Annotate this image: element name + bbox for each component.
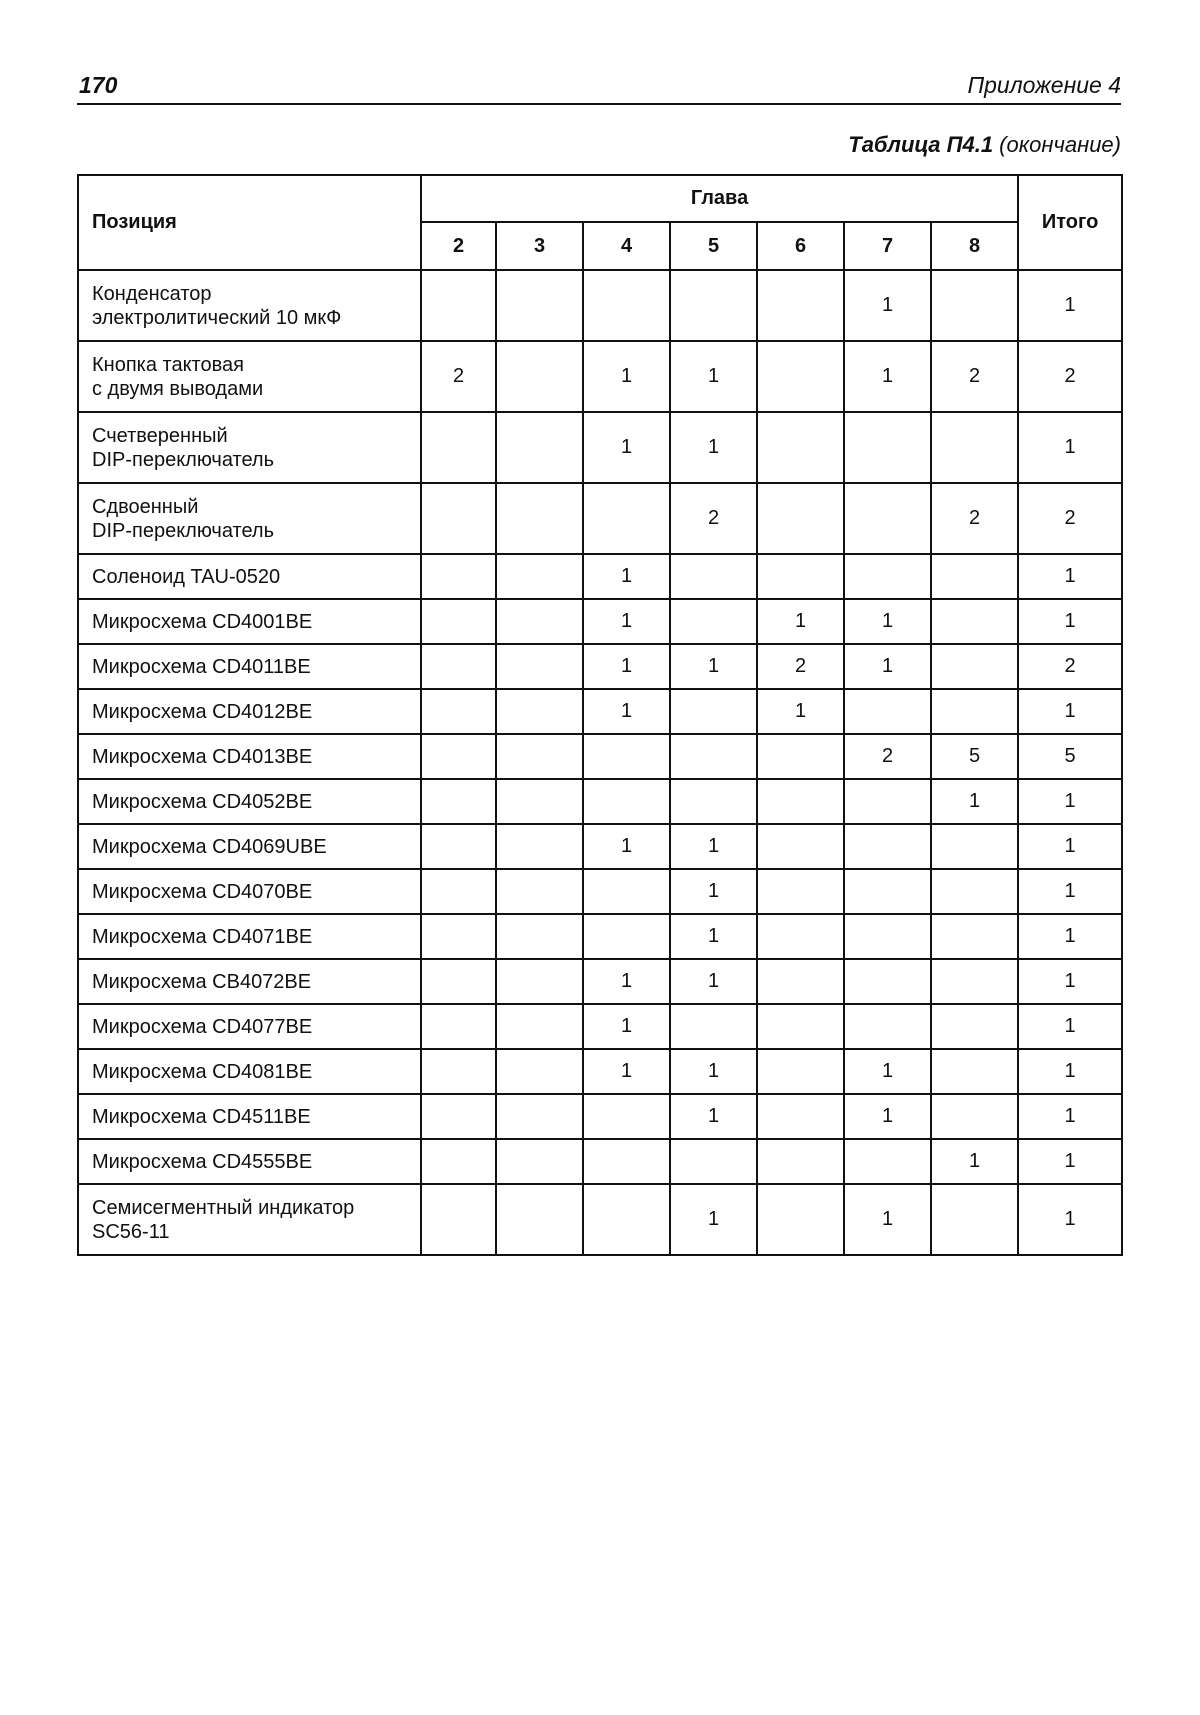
table-row [78, 869, 1122, 914]
chapter-7-count: 1 [844, 1094, 931, 1139]
position-header: Позиция [78, 175, 421, 270]
table-row [78, 1184, 1122, 1255]
chapter-5-count: 1 [670, 341, 757, 412]
chapter-3-count [496, 554, 583, 599]
total-count: 1 [1018, 412, 1122, 483]
chapter-4-count [583, 483, 670, 554]
chapter-2-count [421, 644, 496, 689]
chapter-7-count [844, 1004, 931, 1049]
chapter-7-count [844, 689, 931, 734]
chapter-8-count [931, 599, 1018, 644]
chapter-2-count [421, 1049, 496, 1094]
chapter-number: 4 [583, 222, 670, 270]
chapter-4-count: 1 [583, 599, 670, 644]
running-title: Приложение 4 [967, 72, 1121, 98]
chapter-8-count [931, 1049, 1018, 1094]
chapter-6-count [757, 1139, 844, 1184]
chapter-number: 7 [844, 222, 931, 270]
total-count: 1 [1018, 959, 1122, 1004]
chapter-6-count [757, 1049, 844, 1094]
chapter-header: Глава [421, 175, 1018, 222]
chapter-number: 3 [496, 222, 583, 270]
table-row [78, 554, 1122, 599]
chapter-7-count [844, 412, 931, 483]
chapter-6-count [757, 1184, 844, 1255]
chapter-5-count: 1 [670, 959, 757, 1004]
chapter-6-count [757, 959, 844, 1004]
table-row [78, 1049, 1122, 1094]
chapter-8-count [931, 959, 1018, 1004]
table-row [78, 1004, 1122, 1049]
chapter-3-count [496, 1049, 583, 1094]
chapter-4-count: 1 [583, 689, 670, 734]
chapter-6-count [757, 483, 844, 554]
total-count: 1 [1018, 914, 1122, 959]
chapter-4-count: 1 [583, 959, 670, 1004]
table-row [78, 412, 1122, 483]
table-row [78, 341, 1122, 412]
chapter-8-count [931, 270, 1018, 341]
table-caption [848, 132, 1121, 158]
chapter-2-count [421, 270, 496, 341]
chapter-4-count [583, 1094, 670, 1139]
chapter-7-count: 1 [844, 599, 931, 644]
chapter-2-count [421, 959, 496, 1004]
table-row [78, 689, 1122, 734]
chapter-7-count [844, 1139, 931, 1184]
chapter-5-count [670, 1139, 757, 1184]
chapter-2-count [421, 824, 496, 869]
table-row [78, 270, 1122, 341]
table-row [78, 483, 1122, 554]
total-count: 1 [1018, 1184, 1122, 1255]
chapter-6-count [757, 270, 844, 341]
chapter-6-count: 1 [757, 599, 844, 644]
components-table [77, 174, 1123, 1256]
table-row [78, 914, 1122, 959]
chapter-5-count: 2 [670, 483, 757, 554]
chapter-5-count: 1 [670, 1049, 757, 1094]
chapter-7-count [844, 483, 931, 554]
chapter-5-count: 1 [670, 869, 757, 914]
chapter-4-count: 1 [583, 341, 670, 412]
chapter-6-count [757, 734, 844, 779]
chapter-3-count [496, 1004, 583, 1049]
chapter-6-count: 2 [757, 644, 844, 689]
chapter-7-count [844, 914, 931, 959]
total-count: 1 [1018, 1004, 1122, 1049]
chapter-4-count [583, 1184, 670, 1255]
chapter-7-count: 1 [844, 270, 931, 341]
chapter-3-count [496, 779, 583, 824]
chapter-6-count: 1 [757, 689, 844, 734]
table-caption-label: Таблица П4.1 [848, 132, 994, 157]
component-name: Микросхема CD4069UBE [78, 824, 421, 869]
table-row [78, 734, 1122, 779]
chapter-6-count [757, 341, 844, 412]
total-count: 1 [1018, 1139, 1122, 1184]
chapter-4-count [583, 869, 670, 914]
chapter-7-count [844, 554, 931, 599]
chapter-8-count [931, 644, 1018, 689]
total-count: 1 [1018, 1094, 1122, 1139]
total-count: 1 [1018, 824, 1122, 869]
table-body [78, 270, 1122, 1255]
chapter-7-count: 1 [844, 644, 931, 689]
total-count: 2 [1018, 644, 1122, 689]
total-count: 1 [1018, 869, 1122, 914]
component-name: Конденсатор электролитический 10 мкФ [78, 270, 421, 341]
chapter-2-count [421, 412, 496, 483]
chapter-4-count [583, 270, 670, 341]
component-name: Микросхема CD4013BE [78, 734, 421, 779]
chapter-6-count [757, 914, 844, 959]
chapter-3-count [496, 412, 583, 483]
chapter-8-count [931, 1184, 1018, 1255]
chapter-7-count: 1 [844, 341, 931, 412]
chapter-2-count [421, 1184, 496, 1255]
page-number: 170 [79, 72, 118, 98]
chapter-8-count: 2 [931, 483, 1018, 554]
chapter-8-count [931, 689, 1018, 734]
chapter-number: 8 [931, 222, 1018, 270]
chapter-7-count [844, 869, 931, 914]
components-table-container [77, 174, 1121, 1256]
chapter-5-count [670, 599, 757, 644]
chapter-4-count [583, 914, 670, 959]
chapter-8-count: 1 [931, 779, 1018, 824]
chapter-5-count [670, 779, 757, 824]
table-row [78, 1139, 1122, 1184]
chapter-8-count [931, 869, 1018, 914]
chapter-6-count [757, 554, 844, 599]
chapter-3-count [496, 341, 583, 412]
chapter-3-count [496, 483, 583, 554]
chapter-7-count: 1 [844, 1184, 931, 1255]
chapter-7-count: 2 [844, 734, 931, 779]
chapter-5-count: 1 [670, 412, 757, 483]
chapter-4-count: 1 [583, 554, 670, 599]
chapter-number: 6 [757, 222, 844, 270]
chapter-2-count [421, 914, 496, 959]
chapter-2-count [421, 689, 496, 734]
chapter-5-count: 1 [670, 1094, 757, 1139]
chapter-4-count: 1 [583, 824, 670, 869]
component-name: Микросхема CD4070BE [78, 869, 421, 914]
total-count: 1 [1018, 689, 1122, 734]
component-name: Микросхема CD4011BE [78, 644, 421, 689]
table-caption-note: (окончание) [993, 132, 1121, 157]
chapter-3-count [496, 824, 583, 869]
component-name: Сдвоенный DIP-переключатель [78, 483, 421, 554]
chapter-8-count [931, 1004, 1018, 1049]
chapter-5-count: 1 [670, 1184, 757, 1255]
chapter-3-count [496, 1139, 583, 1184]
chapter-8-count [931, 824, 1018, 869]
total-count: 1 [1018, 599, 1122, 644]
chapter-8-count: 5 [931, 734, 1018, 779]
chapter-3-count [496, 1184, 583, 1255]
chapter-2-count: 2 [421, 341, 496, 412]
chapter-6-count [757, 779, 844, 824]
component-name: Микросхема CB4072BE [78, 959, 421, 1004]
total-count: 5 [1018, 734, 1122, 779]
chapter-6-count [757, 869, 844, 914]
chapter-2-count [421, 734, 496, 779]
chapter-8-count [931, 914, 1018, 959]
chapter-4-count: 1 [583, 644, 670, 689]
chapter-number: 2 [421, 222, 496, 270]
total-count: 1 [1018, 554, 1122, 599]
chapter-4-count [583, 779, 670, 824]
chapter-3-count [496, 959, 583, 1004]
table-row [78, 959, 1122, 1004]
chapter-4-count: 1 [583, 1004, 670, 1049]
chapter-3-count [496, 599, 583, 644]
component-name: Семисегментный индикатор SC56-11 [78, 1184, 421, 1255]
page-header [77, 70, 1121, 105]
chapter-5-count: 1 [670, 644, 757, 689]
chapter-5-count: 1 [670, 824, 757, 869]
chapter-3-count [496, 869, 583, 914]
component-name: Микросхема CD4555BE [78, 1139, 421, 1184]
chapter-3-count [496, 914, 583, 959]
chapter-2-count [421, 483, 496, 554]
chapter-5-count [670, 689, 757, 734]
chapter-2-count [421, 779, 496, 824]
table-row [78, 599, 1122, 644]
chapter-6-count [757, 1004, 844, 1049]
component-name: Микросхема CD4077BE [78, 1004, 421, 1049]
total-count: 1 [1018, 1049, 1122, 1094]
chapter-4-count: 1 [583, 412, 670, 483]
chapter-3-count [496, 1094, 583, 1139]
component-name: Микросхема CD4081BE [78, 1049, 421, 1094]
table-row [78, 824, 1122, 869]
component-name: Микросхема CD4511BE [78, 1094, 421, 1139]
chapter-number: 5 [670, 222, 757, 270]
chapter-6-count [757, 824, 844, 869]
chapter-8-count [931, 554, 1018, 599]
chapter-8-count [931, 412, 1018, 483]
chapter-3-count [496, 689, 583, 734]
chapter-7-count [844, 779, 931, 824]
chapter-4-count [583, 734, 670, 779]
chapter-6-count [757, 1094, 844, 1139]
chapter-2-count [421, 869, 496, 914]
table-row [78, 644, 1122, 689]
component-name: Микросхема CD4071BE [78, 914, 421, 959]
chapter-2-count [421, 1004, 496, 1049]
table-row [78, 779, 1122, 824]
total-count: 2 [1018, 341, 1122, 412]
chapter-3-count [496, 734, 583, 779]
chapter-7-count: 1 [844, 1049, 931, 1094]
chapter-2-count [421, 1094, 496, 1139]
chapter-4-count [583, 1139, 670, 1184]
component-name: Микросхема CD4052BE [78, 779, 421, 824]
component-name: Счетверенный DIP-переключатель [78, 412, 421, 483]
chapter-5-count [670, 554, 757, 599]
chapter-3-count [496, 644, 583, 689]
chapter-8-count: 1 [931, 1139, 1018, 1184]
chapter-5-count: 1 [670, 914, 757, 959]
table-row [78, 1094, 1122, 1139]
chapter-5-count [670, 270, 757, 341]
component-name: Кнопка тактовая с двумя выводами [78, 341, 421, 412]
chapter-3-count [496, 270, 583, 341]
chapter-7-count [844, 824, 931, 869]
chapter-5-count [670, 734, 757, 779]
chapter-8-count: 2 [931, 341, 1018, 412]
total-count: 1 [1018, 270, 1122, 341]
component-name: Соленоид TAU-0520 [78, 554, 421, 599]
chapter-5-count [670, 1004, 757, 1049]
component-name: Микросхема CD4012BE [78, 689, 421, 734]
chapter-2-count [421, 554, 496, 599]
component-name: Микросхема CD4001BE [78, 599, 421, 644]
total-count: 1 [1018, 779, 1122, 824]
chapter-4-count: 1 [583, 1049, 670, 1094]
chapter-6-count [757, 412, 844, 483]
chapter-2-count [421, 599, 496, 644]
total-count: 2 [1018, 483, 1122, 554]
chapter-7-count [844, 959, 931, 1004]
chapter-2-count [421, 1139, 496, 1184]
total-header: Итого [1018, 175, 1122, 270]
chapter-8-count [931, 1094, 1018, 1139]
